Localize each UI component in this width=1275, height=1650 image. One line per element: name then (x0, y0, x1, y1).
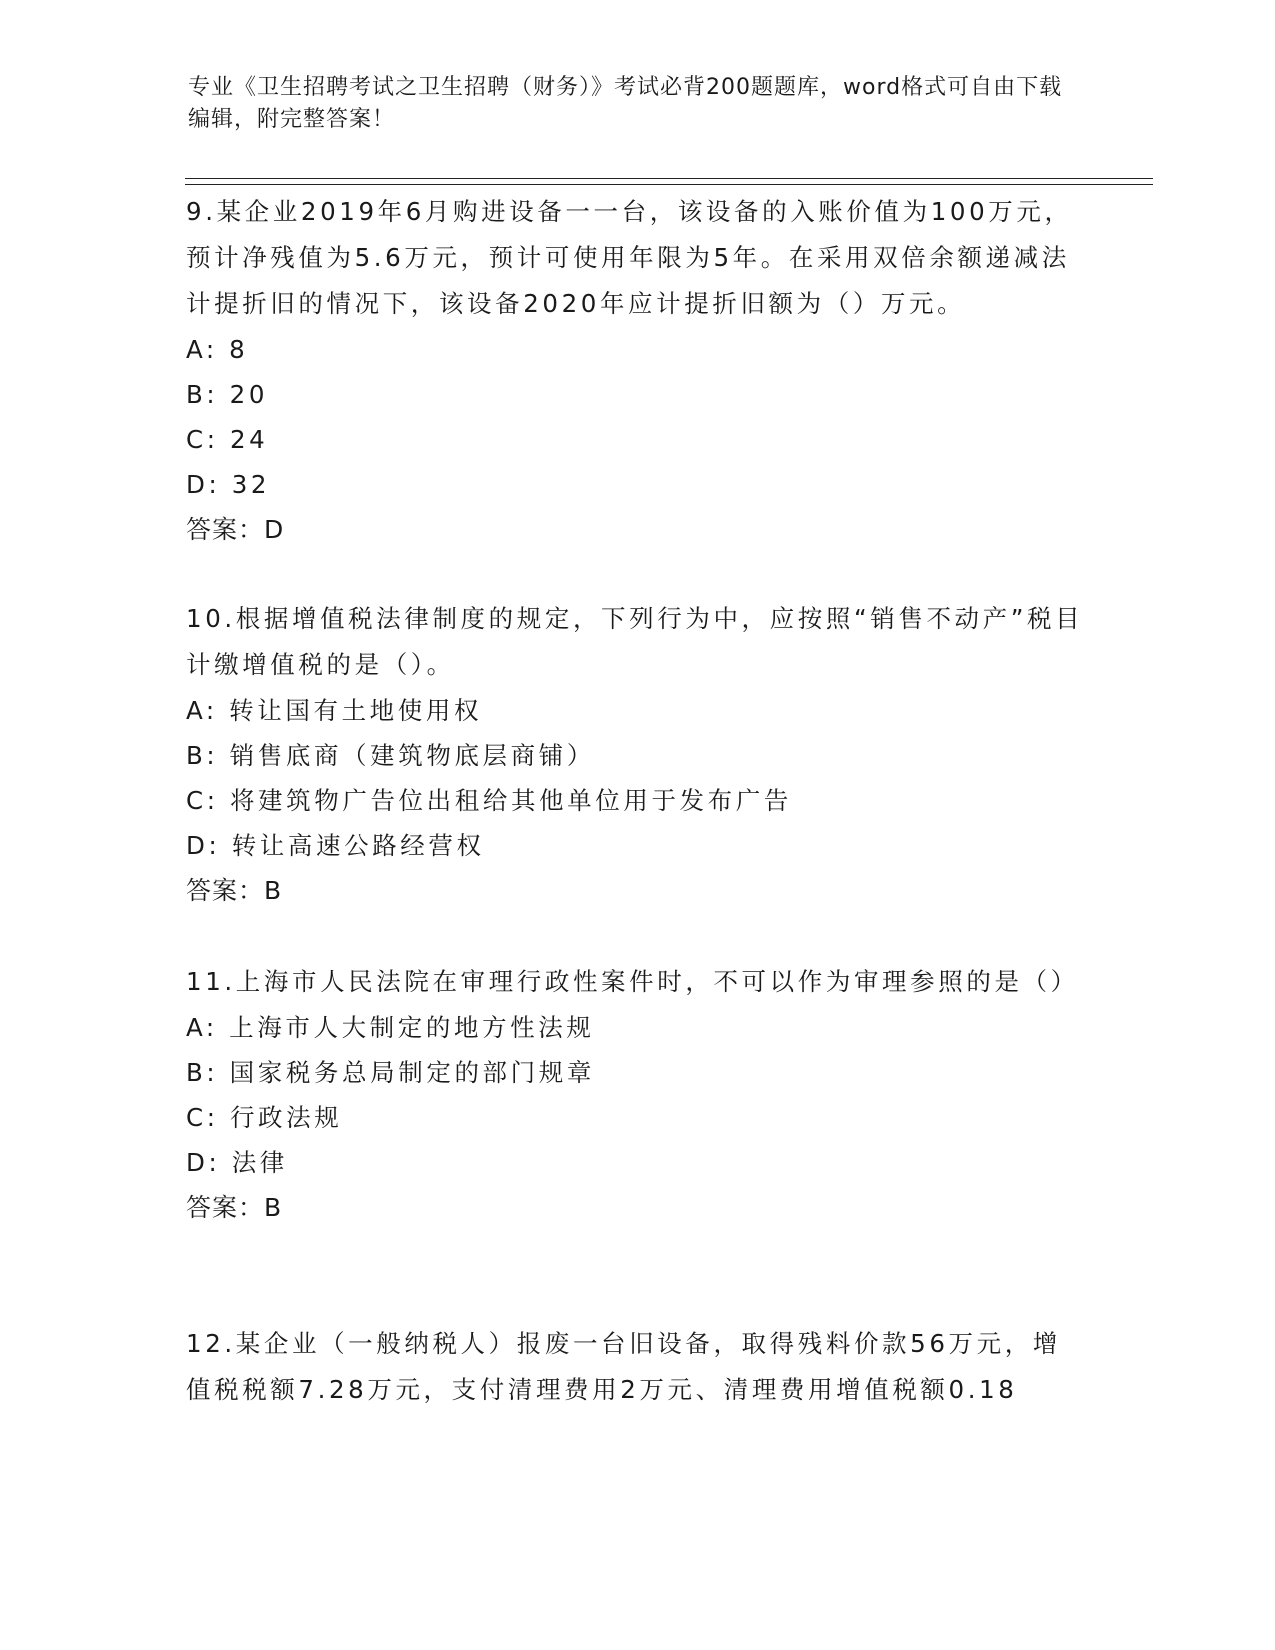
option-a: A: 转让国有土地使用权 (186, 696, 483, 725)
option-b: B: 20 (186, 380, 269, 409)
option-c: C: 将建筑物广告位出租给其他单位用于发布广告 (186, 786, 792, 815)
answer: 答案：D (186, 515, 285, 544)
question-10 (186, 596, 1086, 914)
option-b: B: 国家税务总局制定的部门规章 (186, 1058, 595, 1087)
option-d: D: 32 (186, 470, 271, 499)
question-9 (186, 189, 1086, 553)
header-rule-top (185, 178, 1153, 179)
option-d: D: 转让高速公路经营权 (186, 831, 485, 860)
option-a: A: 8 (186, 335, 249, 364)
answer: 答案：B (186, 876, 283, 905)
question-stem: 11.上海市人民法院在审理行政性案件时，不可以作为审理参照的是（） (186, 967, 1079, 996)
header-rule-bottom (185, 184, 1153, 185)
option-b: B: 销售底商（建筑物底层商铺） (186, 741, 595, 770)
option-d: D: 法律 (186, 1148, 288, 1177)
question-stem: 12.某企业（一般纳税人）报废一台旧设备，取得残料价款56万元，增值税税额7.28万元，支付清理费用2万元、清理费用增值税额0.18 (186, 1329, 1061, 1404)
question-stem: 10.根据增值税法律制度的规定，下列行为中，应按照“销售不动产”税目计缴增值税的是（）。 (186, 604, 1084, 679)
answer: 答案：B (186, 1193, 283, 1222)
option-a: A: 上海市人大制定的地方性法规 (186, 1013, 595, 1042)
document-header: 专业《卫生招聘考试之卫生招聘（财务）》考试必背200题题库，word格式可自由下载编辑，附完整答案！ (188, 75, 1063, 132)
option-c: C: 行政法规 (186, 1103, 343, 1132)
question-11 (186, 959, 1086, 1231)
question-12 (186, 1321, 1086, 1413)
option-c: C: 24 (186, 425, 269, 454)
question-stem: 9.某企业2019年6月购进设备一一台，该设备的入账价值为100万元，预计净残值为5.6万元，预计可使用年限为5年。在采用双倍余额递减法计提折旧的情况下，该设备2020年应计提折旧额为（）万元。 (186, 197, 1073, 318)
